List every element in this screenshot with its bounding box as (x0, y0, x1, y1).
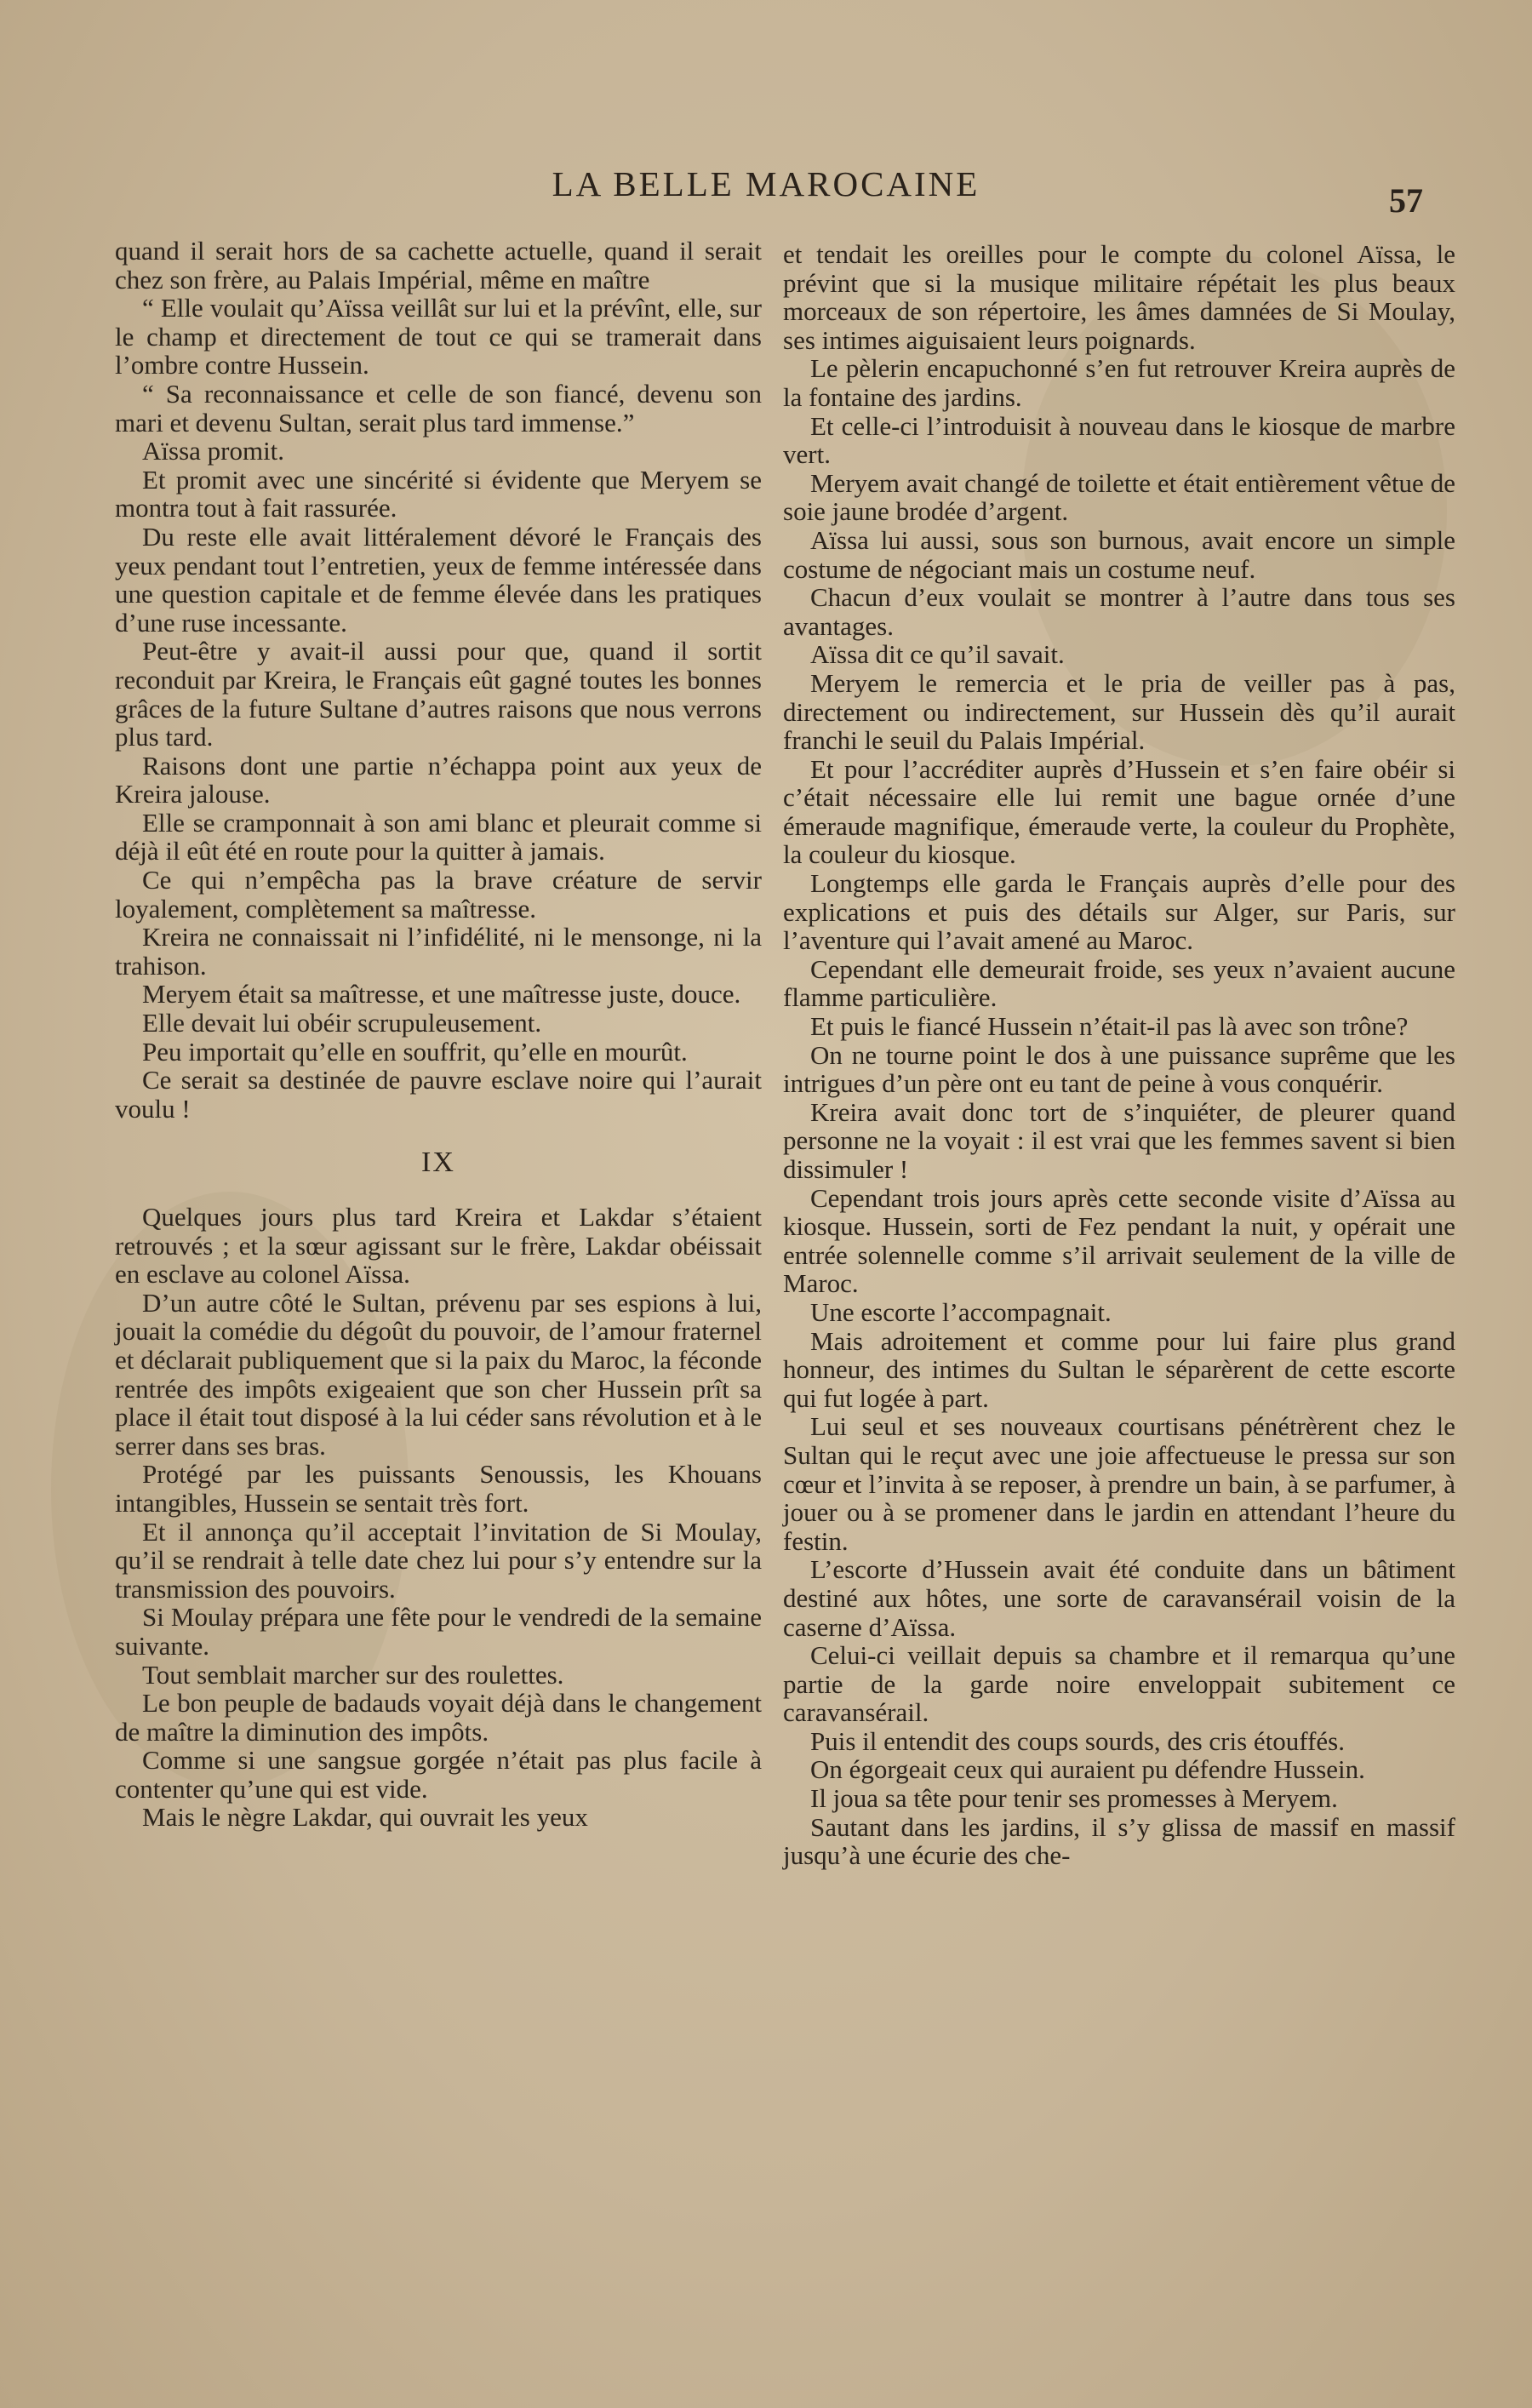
paragraph: Meryem le remercia et le pria de veiller pas à pas, directement ou indirectement, sur Hussein dès qu’il aurait franchi le seuil du Palais Impérial. (783, 667, 1455, 756)
paragraph: Quelques jours plus tard Kreira et Lakdar s’étaient retrouvés ; et la sœur agissant sur le frère, Lakdar obéissait en esclave au colonel Aïssa. (115, 1202, 762, 1290)
paragraph: Mais adroitement et comme pour lui faire plus grand honneur, des intimes du Sultan le séparèrent de cette escorte qui fut logée à part. (783, 1325, 1455, 1413)
paragraph: Aïssa promit. (142, 436, 285, 466)
paragraph: Comme si une sangsue gorgée n’était pas plus facile à contenter qu’une qui est vide. (115, 1745, 762, 1804)
paragraph: Cependant elle demeurait froide, ses yeux n’avaient aucune flamme particulière. (783, 953, 1455, 1013)
paragraph: Mais le nègre Lakdar, qui ouvrait les yeux (142, 1802, 588, 1833)
left-column (115, 237, 762, 1832)
paragraph: D’un autre côté le Sultan, prévenu par ses espions à lui, jouait la comédie du dégoût du pouvoir, de l’amour fraternel et déclarait publiquement que si la paix du Maroc, la féconde rentrée des impôts exigeaient que son cher Hussein prît sa place il était tout disposé à la lui céder sans révolution et à le serrer dans ses bras. (115, 1287, 762, 1461)
paragraph: Meryem avait changé de toilette et était entièrement vêtue de soie jaune brodée d’argent. (783, 467, 1455, 527)
paragraph: Lui seul et ses nouveaux courtisans pénétrèrent chez le Sultan qui le reçut avec une joie affectueuse le pressa sur son cœur et l’invita à se reposer, à prendre un bain, à se parfumer, à jouer ou à se promener dans le jardin en attendant l’heure du festin. (783, 1411, 1455, 1556)
paragraph: “ Sa reconnaissance et celle de son fiancé, devenu son mari et devenu Sultan, serait plus tard immense.” (115, 378, 762, 438)
paragraph: Ce qui n’empêcha pas la brave créature de servir loyalement, complètement sa maîtresse. (115, 865, 762, 924)
paragraph: Elle devait lui obéir scrupuleusement. (142, 1008, 542, 1038)
page-number: 57 (1389, 181, 1423, 220)
paragraph: Kreira ne connaissait ni l’infidélité, ni le mensonge, ni la trahison. (115, 922, 762, 981)
paragraph: Le pèlerin encapuchonné s’en fut retrouver Kreira auprès de la fontaine des jardins. (783, 353, 1455, 412)
paragraph: Raisons dont une partie n’échappa point aux yeux de Kreira jalouse. (115, 750, 762, 809)
paragraph: Celui-ci veillait depuis sa chambre et il remarqua qu’une partie de la garde noire enveloppait subitement ce caravansérail. (783, 1640, 1455, 1728)
paragraph: Et il annonça qu’il acceptait l’invitation de Si Moulay, qu’il se rendrait à telle date chez lui pour s’y entendre sur la transmission des pouvoirs. (115, 1516, 762, 1604)
paragraph: Longtemps elle garda le Français auprès d’elle pour des explications et puis des détails sur Alger, sur Paris, sur l’aventure qui l’avait amené au Maroc. (783, 868, 1455, 956)
paragraph: Peut-être y avait-il aussi pour que, quand il sortit reconduit par Kreira, le Français eût gagné toutes les bonnes grâces de la future Sultane d’autres raisons que nous verrons plus tard. (115, 636, 762, 752)
paragraph: Il joua sa tête pour tenir ses promesses à Meryem. (810, 1783, 1338, 1814)
paragraph: Tout semblait marcher sur des roulettes. (142, 1659, 564, 1690)
paragraph: Aïssa lui aussi, sous son burnous, avait encore un simple costume de négociant mais un costume neuf. (783, 524, 1455, 584)
paragraph: Et celle-ci l’introduisit à nouveau dans le kiosque de marbre vert. (783, 410, 1455, 470)
paragraph: Et promit avec une sincérité si évidente que Meryem se montra tout à fait rassurée. (115, 464, 762, 523)
paragraph: Elle se cramponnait à son ami blanc et pleurait comme si déjà il eût été en route pour la quitter à jamais. (115, 807, 762, 867)
paragraph: On ne tourne point le dos à une puissance suprême que les intrigues d’un père ont eu tant de peine à vous conquérir. (783, 1039, 1455, 1099)
paragraph: Kreira avait donc tort de s’inquiéter, de pleurer quand personne ne la voyait : il est vrai que les femmes savent si bien dissimuler ! (783, 1096, 1455, 1184)
paragraph: Sautant dans les jardins, il s’y glissa de massif en massif jusqu’à une écurie des che- (783, 1811, 1455, 1871)
paragraph: et tendait les oreilles pour le compte du colonel Aïssa, le prévint que si la musique militaire répétait les plus beaux morceaux de son répertoire, les âmes damnées de Si Moulay, ses intimes aiguisaient leurs poignards. (783, 239, 1455, 355)
paragraph: Peu importait qu’elle en souffrit, qu’elle en mourût. (142, 1036, 688, 1067)
paragraph: Ce serait sa destinée de pauvre esclave noire qui l’aurait voulu ! (115, 1065, 762, 1124)
paragraph: Une escorte l’accompagnait. (810, 1296, 1112, 1327)
paragraph: Aïssa dit ce qu’il savait. (810, 639, 1065, 670)
paragraph: Du reste elle avait littéralement dévoré le Français des yeux pendant tout l’entretien, yeux de femme intéressée dans une question capitale et de femme élevée dans les pratiques d’une ruse incessante. (115, 521, 762, 638)
paragraph: quand il serait hors de sa cachette actuelle, quand il serait chez son frère, au Palais Impérial, même en maître (115, 236, 762, 295)
paragraph: Cependant trois jours après cette seconde visite d’Aïssa au kiosque. Hussein, sorti de Fez pendant la nuit, y opérait une entrée solennelle comme s’il arrivait seulement de la ville de Maroc. (783, 1182, 1455, 1299)
paragraph: “ Elle voulait qu’Aïssa veillât sur lui et la prévînt, elle, sur le champ et directement de tout ce qui se tramerait dans l’ombre contre Hussein. (115, 293, 762, 380)
paragraph: Et puis le fiancé Hussein n’était-il pas là avec son trône? (810, 1011, 1409, 1042)
right-column (783, 240, 1455, 1870)
paragraph: L’escorte d’Hussein avait été conduite dans un bâtiment destiné aux hôtes, une sorte de caravansérail voisin de la caserne d’Aïssa. (783, 1554, 1455, 1642)
paragraph: Protégé par les puissants Senoussis, les Khouans intangibles, Hussein se sentait très fort. (115, 1459, 762, 1518)
paragraph: Meryem était sa maîtresse, et une maîtresse juste, douce. (142, 979, 741, 1010)
paragraph: Chacun d’eux voulait se montrer à l’autre dans tous ses avantages. (783, 582, 1455, 641)
paragraph: Le bon peuple de badauds voyait déjà dans le changement de maître la diminution des impôts. (115, 1688, 762, 1747)
paragraph: On égorgeait ceux qui auraient pu défendre Hussein. (810, 1754, 1365, 1785)
running-title: LA BELLE MAROCAINE (552, 164, 980, 203)
chapter-heading: IX (421, 1147, 455, 1179)
paragraph: Puis il entendit des coups sourds, des cris étouffés. (810, 1725, 1345, 1756)
paragraph: Si Moulay prépara une fête pour le vendredi de la semaine suivante. (115, 1602, 762, 1661)
paragraph: Et pour l’accréditer auprès d’Hussein et s’en faire obéir si c’était nécessaire elle lui remit une bague ornée d’une émeraude magnifique, émeraude verte, la couleur du Prophète, la couleur du kiosque. (783, 753, 1455, 870)
